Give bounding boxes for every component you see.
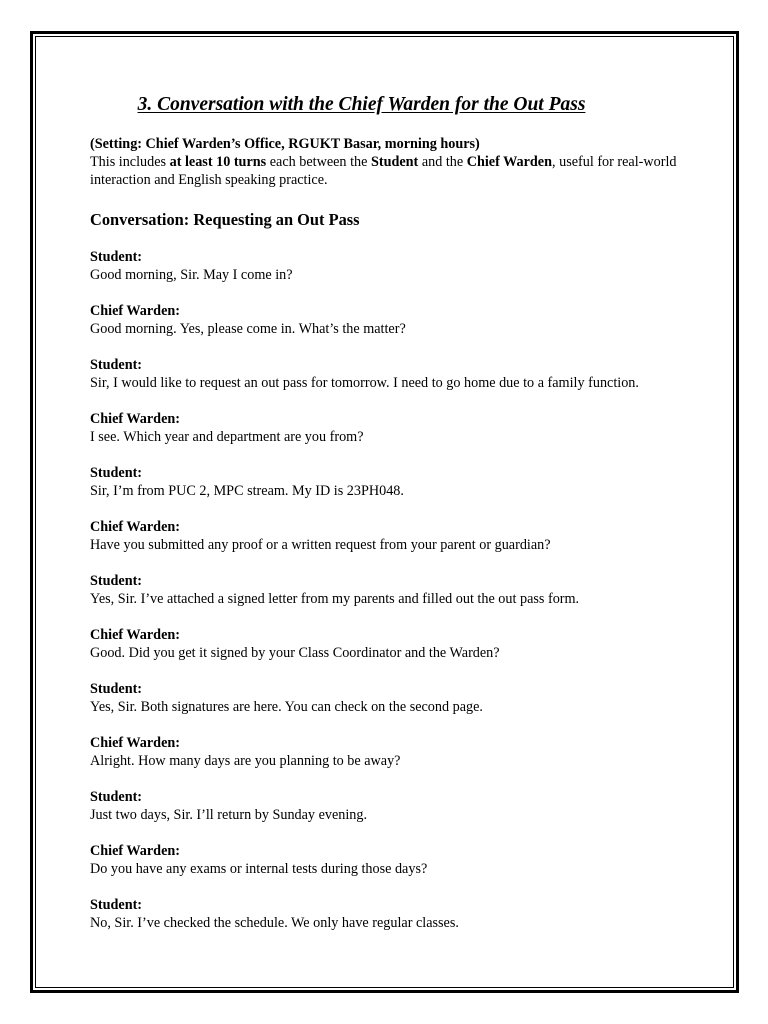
turn-item — [90, 248, 690, 284]
turn-line: Good morning. Yes, please come in. What’s the matter? — [90, 321, 406, 337]
turn-line: I see. Which year and department are you from? — [90, 429, 364, 445]
speaker-label: Chief Warden: — [90, 303, 180, 319]
conversation-heading: Conversation: Requesting an Out Pass — [90, 210, 360, 229]
turn-item — [90, 788, 690, 824]
turn-item — [90, 572, 690, 608]
turn-item — [90, 518, 690, 554]
turn-line: Yes, Sir. I’ve attached a signed letter from my parents and filled out the out pass form. — [90, 591, 580, 607]
turn-line: Alright. How many days are you planning to be away? — [90, 753, 401, 769]
intro-bold-chief-warden: Chief Warden — [466, 154, 552, 170]
turn-item — [90, 302, 690, 338]
speaker-label: Student: — [90, 681, 143, 697]
turn-line: Have you submitted any proof or a written request from your parent or guardian? — [90, 537, 551, 553]
turn-item — [90, 842, 690, 878]
turn-item — [90, 680, 690, 716]
turn-item — [90, 356, 690, 392]
conversation-turns — [90, 248, 690, 932]
intro-bold-student: Student — [370, 154, 419, 170]
speaker-label: Chief Warden: — [90, 735, 180, 751]
turn-line: Do you have any exams or internal tests during those days? — [90, 861, 428, 877]
turn-line: Yes, Sir. Both signatures are here. You can check on the second page. — [90, 699, 483, 715]
speaker-label: Chief Warden: — [90, 627, 180, 643]
intro-text: each between the — [266, 154, 371, 170]
speaker-label: Student: — [90, 357, 143, 373]
turn-item — [90, 626, 690, 662]
intro-text: and the — [418, 154, 467, 170]
document-body — [90, 92, 690, 932]
speaker-label: Student: — [90, 897, 143, 913]
turn-item — [90, 896, 690, 932]
turn-line: Just two days, Sir. I’ll return by Sunday evening. — [90, 807, 368, 823]
setting-note: (Setting: Chief Warden’s Office, RGUKT Basar, morning hours) — [90, 136, 480, 152]
speaker-label: Student: — [90, 573, 143, 589]
speaker-label: Student: — [90, 789, 143, 805]
turn-item — [90, 410, 690, 446]
turn-line: Sir, I would like to request an out pass for tomorrow. I need to go home due to a family function. — [90, 375, 639, 391]
speaker-label: Chief Warden: — [90, 411, 180, 427]
intro-paragraph — [90, 153, 690, 189]
speaker-label: Chief Warden: — [90, 843, 180, 859]
speaker-label: Student: — [90, 465, 143, 481]
intro-bold-turns: at least 10 turns — [169, 154, 267, 170]
intro-text: This includes — [90, 154, 170, 170]
speaker-label: Chief Warden: — [90, 519, 180, 535]
turn-line: Good morning, Sir. May I come in? — [90, 267, 293, 283]
turn-line: No, Sir. I’ve checked the schedule. We only have regular classes. — [90, 915, 459, 931]
turn-item — [90, 464, 690, 500]
speaker-label: Student: — [90, 249, 143, 265]
turn-line: Good. Did you get it signed by your Class Coordinator and the Warden? — [90, 645, 500, 661]
turn-line: Sir, I’m from PUC 2, MPC stream. My ID is 23PH048. — [90, 483, 404, 499]
turn-item — [90, 734, 690, 770]
document-title: 3. Conversation with the Chief Warden for the Out Pass — [137, 94, 586, 115]
intro-text: , useful for real-world interaction and English speaking practice. — [90, 154, 677, 188]
